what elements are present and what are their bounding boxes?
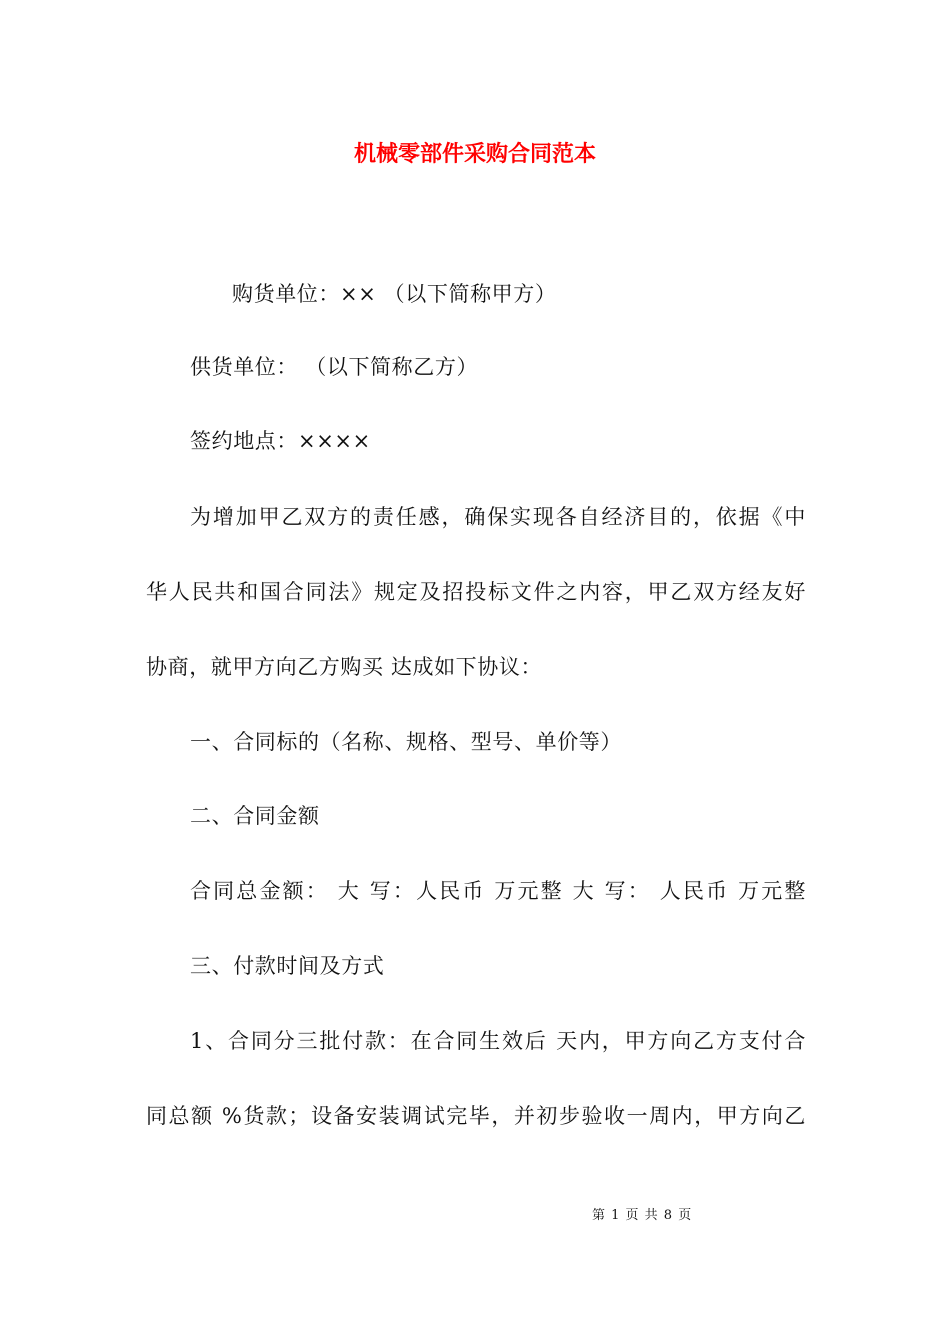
supplier-line: 供货单位： （以下简称乙方） (190, 355, 479, 379)
intro-text-2: 华人民共和国合同法》规定及招投标文件之内容，甲乙双方经友好 (146, 580, 806, 604)
section-1-heading: 一、合同标的（名称、规格、型号、单价等） (190, 730, 622, 754)
payment-paragraph-line-1 (146, 1026, 806, 1056)
payment-text-2: 同总额 %货款；设备安装调试完毕，并初步验收一周内，甲方向乙 (146, 1104, 806, 1128)
section-2-heading: 二、合同金额 (190, 804, 320, 828)
document-title: 机械零部件采购合同范本 (353, 141, 596, 167)
intro-paragraph-line-1 (146, 502, 806, 532)
section-3-heading: 三、付款时间及方式 (190, 954, 385, 978)
contract-amount-text: 合同总金额： 大 写：人民币 万元整 大 写： 人民币 万元整 (190, 879, 806, 903)
intro-paragraph-line-3: 协商，就甲方向乙方购买 达成如下协议： (146, 655, 543, 679)
payment-paragraph-line-2 (146, 1101, 806, 1131)
intro-text-1: 为增加甲乙双方的责任感，确保实现各自经济目的，依据《中 (190, 505, 806, 529)
contract-amount-line (146, 876, 806, 906)
buyer-line: 购货单位：×× （以下简称甲方） (232, 282, 557, 306)
page-number-footer: 第 1 页 共 8 页 (592, 1208, 693, 1223)
intro-paragraph-line-2 (146, 577, 806, 607)
payment-text-1: 1、合同分三批付款：在合同生效后 天内，甲方向乙方支付合 (190, 1029, 806, 1053)
signing-place-line: 签约地点：×××× (190, 429, 371, 453)
